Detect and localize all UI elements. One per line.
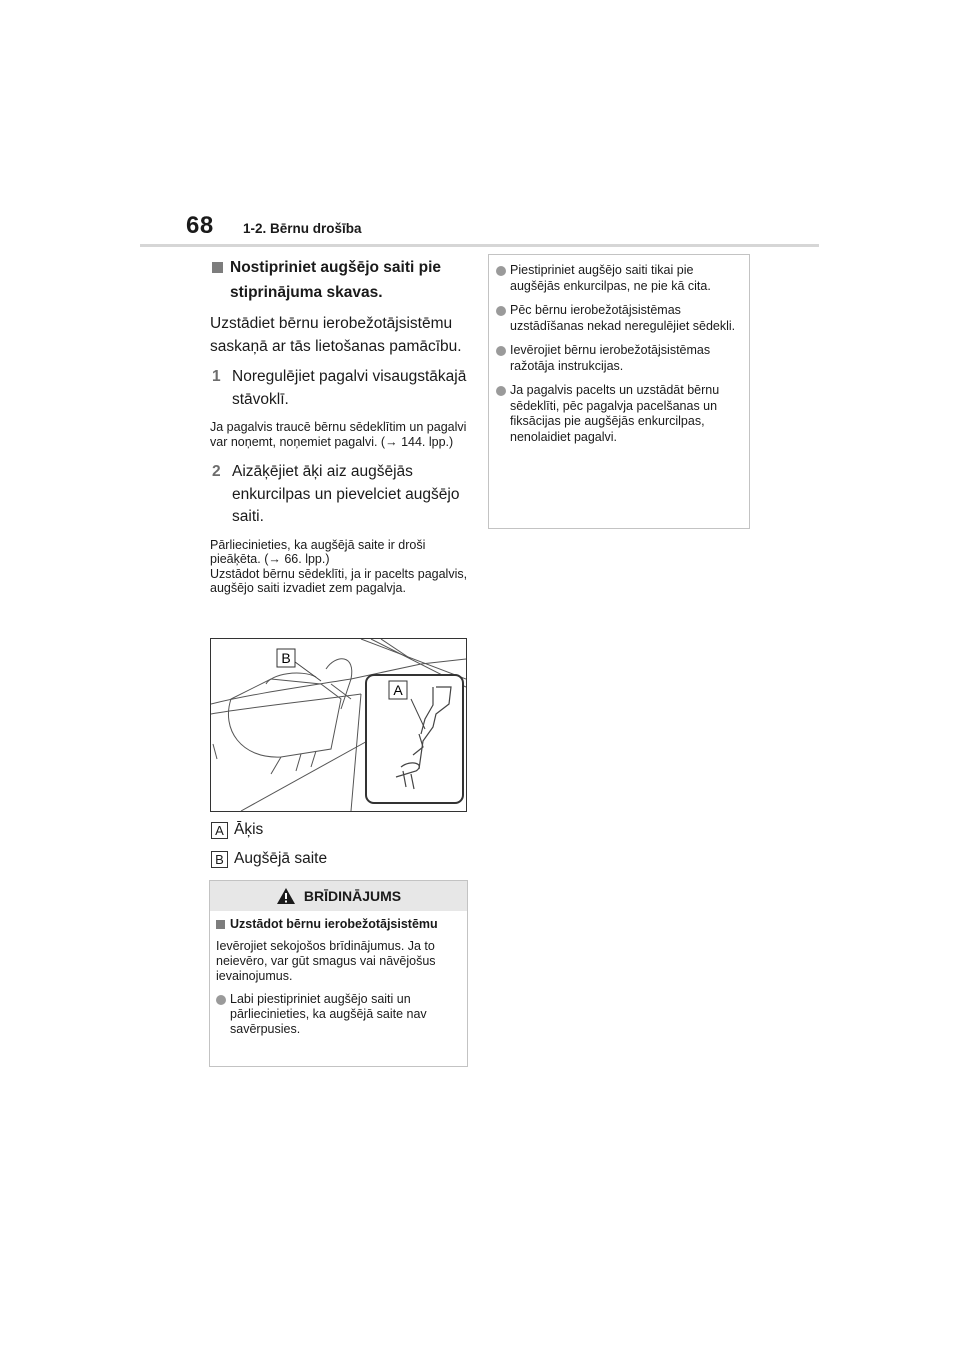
- intro-text: Uzstādiet bērnu ierobežotājsistēmu saskaņā ar tās lietošanas pamācību.: [210, 315, 462, 355]
- warning-body: [210, 911, 467, 1037]
- section-title: 1-2. Bērnu drošība: [243, 221, 362, 236]
- bullet-dot-icon: [216, 995, 226, 1005]
- warning-subheading-text: Uzstādot bērnu ierobežotājsistēmu: [230, 917, 438, 931]
- note-text: Ja pagalvis traucē bērnu sēdeklītim un pagalvi var noņemt, noņemiet pagalvi. (→ 144. lpp.): [210, 420, 467, 449]
- legend-label-box: B: [211, 851, 228, 868]
- info-bullet: [496, 303, 741, 334]
- procedure-subheading-text: Nostipriniet augšējo saiti pie stiprinājuma skavas.: [230, 259, 442, 301]
- bullet-text: Labi piestipriniet augšējo saiti un pārliecinieties, ka augšējā saite nav savērpusies.: [230, 992, 427, 1036]
- note-text: Uzstādot bērnu sēdeklīti, ja ir pacelts pagalvis, augšējo saiti izvadiet zem pagalvja.: [210, 566, 468, 595]
- bullet-dot-icon: [496, 266, 506, 276]
- step-number: 2: [212, 463, 221, 480]
- warning-text: Ievērojiet sekojošos brīdinājumus. Ja to neievēro, var gūt smagus vai nāvējošus ievainojumus.: [216, 939, 436, 983]
- bullet-text: Ievērojiet bērnu ierobežotājsistēmas ražotāja instrukcijas.: [510, 343, 711, 373]
- step-2-note: [210, 538, 472, 596]
- bullet-text: Pēc bērnu ierobežotājsistēmas uzstādīšanas nekad neregulējiet sēdekli.: [510, 303, 736, 333]
- bullet-dot-icon: [496, 306, 506, 316]
- legend-item: [211, 850, 327, 868]
- main-column: [210, 255, 472, 596]
- square-bullet-icon: [212, 262, 223, 273]
- bullet-dot-icon: [496, 386, 506, 396]
- legend-text: Augšējā saite: [234, 850, 328, 867]
- warning-subheading: [216, 917, 459, 932]
- bullet-dot-icon: [496, 346, 506, 356]
- info-bullet: [496, 263, 741, 294]
- header-divider: [140, 244, 819, 247]
- info-bullet: [496, 383, 741, 445]
- info-bullet: [496, 343, 741, 374]
- warning-title: BRĪDINĀJUMS: [303, 888, 402, 904]
- note-text: Pārliecinieties, ka augšējā saite ir droši pieāķēta. (→ 66. lpp.): [210, 537, 426, 566]
- procedure-subheading: [210, 255, 472, 305]
- bullet-text: Piestipriniet augšējo saiti tikai pie augšējās enkurcilpas, ne pie kā cita.: [510, 263, 711, 293]
- step-text: Noregulējiet pagalvi visaugstākajā stāvoklī.: [232, 368, 467, 408]
- warning-box: [209, 880, 468, 1067]
- square-bullet-icon: [216, 920, 225, 929]
- step-text: Aizāķējiet āķi aiz augšējās enkurcilpas un pievelciet augšējo saiti.: [232, 463, 460, 525]
- figure-label-b: B: [281, 650, 291, 666]
- warning-triangle-icon: [276, 887, 296, 905]
- info-box: [488, 254, 750, 529]
- legend-text: Āķis: [234, 821, 264, 838]
- step-number: 1: [212, 368, 221, 385]
- child-seat-illustration: [210, 638, 467, 812]
- step-1: [210, 366, 472, 411]
- warning-header: [210, 881, 467, 911]
- step-1-note: [210, 420, 472, 449]
- step-2: [210, 461, 472, 529]
- figure-label-a: A: [393, 682, 403, 698]
- legend: [211, 821, 327, 868]
- legend-item: [211, 821, 327, 839]
- legend-label-box: A: [211, 822, 228, 839]
- page-number: 68: [186, 212, 214, 239]
- illustration-drawing: [211, 639, 466, 811]
- warning-bullet: [216, 992, 459, 1037]
- bullet-text: Ja pagalvis pacelts un uzstādāt bērnu sēdeklīti, pēc pagalvja pacelšanas un fiksācijas pie augšējās enkurcilpas, nenolaidiet pagalvi.: [510, 383, 720, 444]
